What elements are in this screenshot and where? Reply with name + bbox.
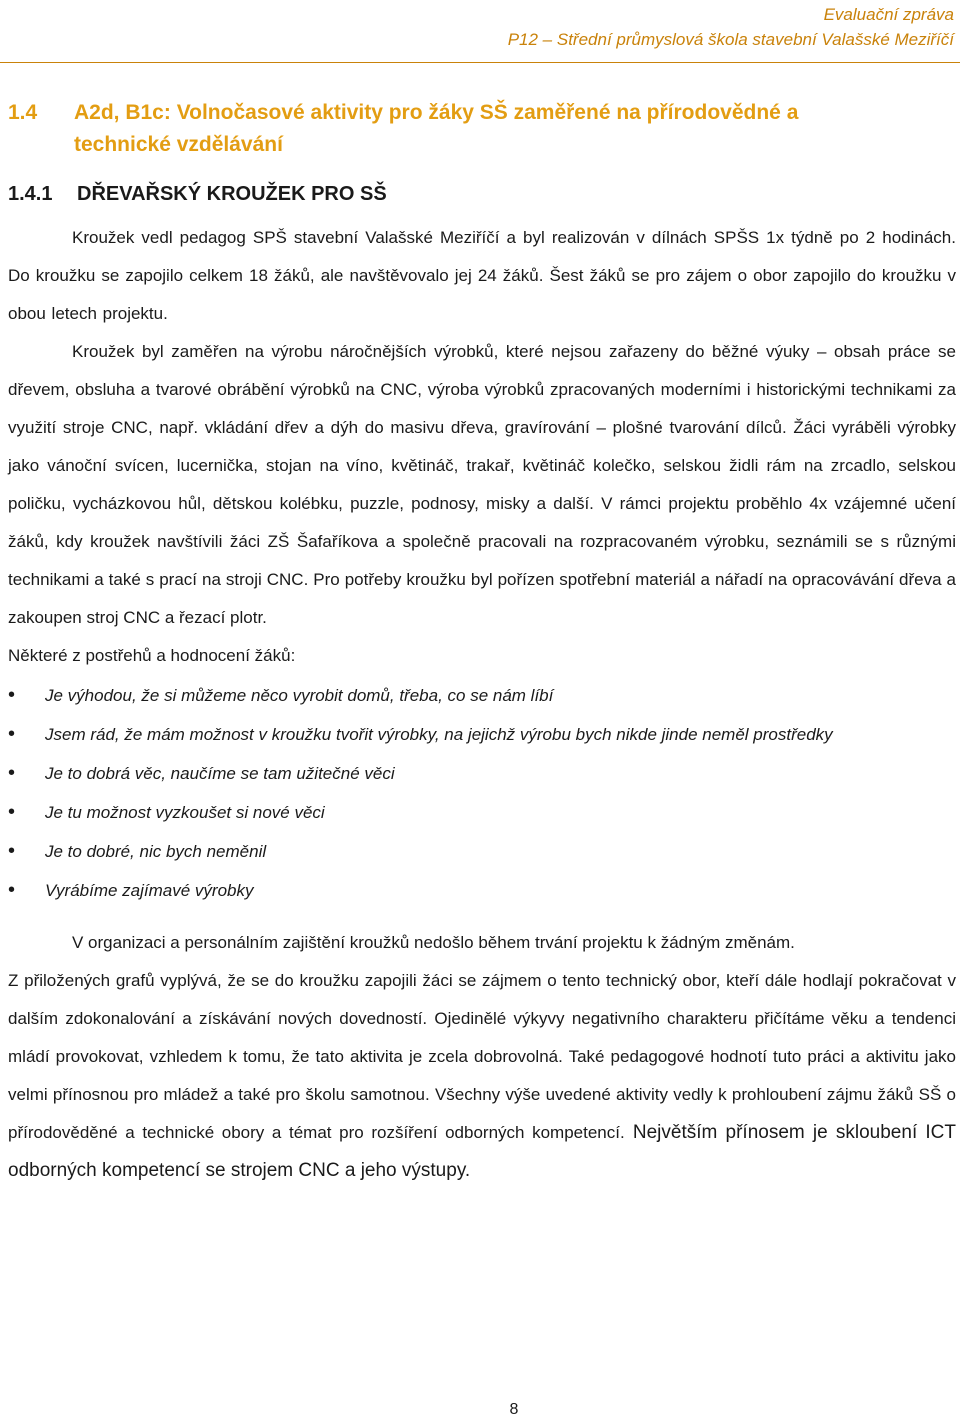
bullet-icon: • [8, 840, 16, 862]
feedback-text: Je výhodou, že si můžeme něco vyrobit domů, třeba, co se nám líbí [45, 686, 554, 705]
feedback-text: Jsem rád, že mám možnost v kroužku tvořit výrobky, na jejichž výrobu bych nikde jinde neměl prostředky [45, 725, 833, 744]
section-number: 1.4 [8, 101, 38, 124]
section-title: A2d, B1c: Volnočasové aktivity pro žáky SŠ zaměřené na přírodovědné a technické vzdělávání [74, 101, 799, 156]
list-item [0, 832, 940, 871]
feedback-intro: Některé z postřehů a hodnocení žáků: [8, 646, 296, 665]
bullet-icon: • [8, 801, 16, 823]
paragraph-evaluation [8, 962, 956, 1190]
paragraph-club-overview: Kroužek vedl pedagog SPŠ stavební Valašské Meziříčí a byl realizován v dílnách SPŠS 1x týdně po 2 hodinách. Do kroužku se zapojilo celkem 18 žáků, ale navštěvovalo jej 24 žáků. Šest žáků se pro zájem o obor zapojilo do kroužku v obou letech projektu. [8, 228, 956, 323]
bullet-icon: • [8, 762, 16, 784]
feedback-text: Je to dobré, nic bych neměnil [45, 842, 267, 861]
feedback-text: Je to dobrá věc, naučíme se tam užitečné věci [45, 764, 395, 783]
list-item [0, 793, 940, 832]
page-number: 8 [509, 1401, 519, 1418]
evaluation-text: Z přiložených grafů vyplývá, že se do kroužku zapojili žáci se zájmem o tento technický obor, kteří dále hodlají pokračovat v dalším zdokonalování a získávání nových dovedností. Ojedinělé výkyvy negativního charakteru přičítáme věku a tendenci mládí provokovat, vzhledem k tomu, že tato aktivita je zcela dobrovolná. Také pedagogové hodnotí tuto práci a aktivitu jako velmi přínosnou pro mládež a také pro školu samotnou. Všechny výše uvedené aktivity vedly k prohloubení zájmu žáků SŠ o přírodověděné a technické obory a témat pro rozšíření odborných kompetencí. [8, 971, 956, 1142]
paragraph-staffing: V organizaci a personálním zajištění kroužků nedošlo během trvání projektu k žádným změnám. [72, 933, 795, 952]
feedback-text: Vyrábíme zajímavé výrobky [45, 881, 254, 900]
header-report-title: Evaluační zpráva [823, 5, 954, 24]
evaluation-conclusion: Největším přínosem je skloubení ICT odborných kompetencí se strojem CNC a jeho výstupy. [8, 1122, 957, 1181]
subsection-title: DŘEVAŘSKÝ KROUŽEK PRO SŠ [77, 183, 387, 205]
header-divider [0, 62, 960, 63]
feedback-text: Je tu možnost vyzkoušet si nové věci [45, 803, 325, 822]
bullet-icon: • [8, 723, 16, 745]
list-item [0, 754, 940, 793]
list-item [0, 871, 940, 910]
page-header [508, 2, 954, 52]
header-school-name: P12 – Střední průmyslová škola stavební Valašské Meziříčí [507, 30, 954, 49]
list-item [0, 715, 940, 754]
student-feedback-list [0, 676, 940, 910]
bullet-icon: • [8, 879, 16, 901]
subsection-number: 1.4.1 [8, 183, 53, 205]
paragraph-club-focus: Kroužek byl zaměřen na výrobu náročnějších výrobků, které nejsou zařazeny do běžné výuky – obsah práce se dřevem, obsluha a tvarové obrábění výrobků na CNC, výroba výrobků zpracovaných moderními i historickými technikami za využití stroje CNC, např. vkládání dřev a dýh do masivu dřeva, gravírování – plošné tvarování dílců. Žáci vyráběli výrobky jako vánoční svícen, lucernička, stojan na víno, květináč, trakař, květináč kolečko, selskou židli rám na zrcadlo, selskou poličku, vycházkovou hůl, dětskou kolébku, puzzle, podnosy, misky a další. V rámci projektu proběhlo 4x vzájemné učení žáků, kdy kroužek navštívili žáci ZŠ Šafaříkova a společně pracovali na rozpracovaném výrobku, seznámili se s různými technikami a také s prací na stroji CNC. Pro potřeby kroužku byl pořízen spotřební materiál a nářadí na opracovávání dřeva a zakoupen stroj CNC a řezací plotr. [8, 342, 956, 627]
list-item [0, 676, 940, 715]
bullet-icon: • [8, 684, 16, 706]
